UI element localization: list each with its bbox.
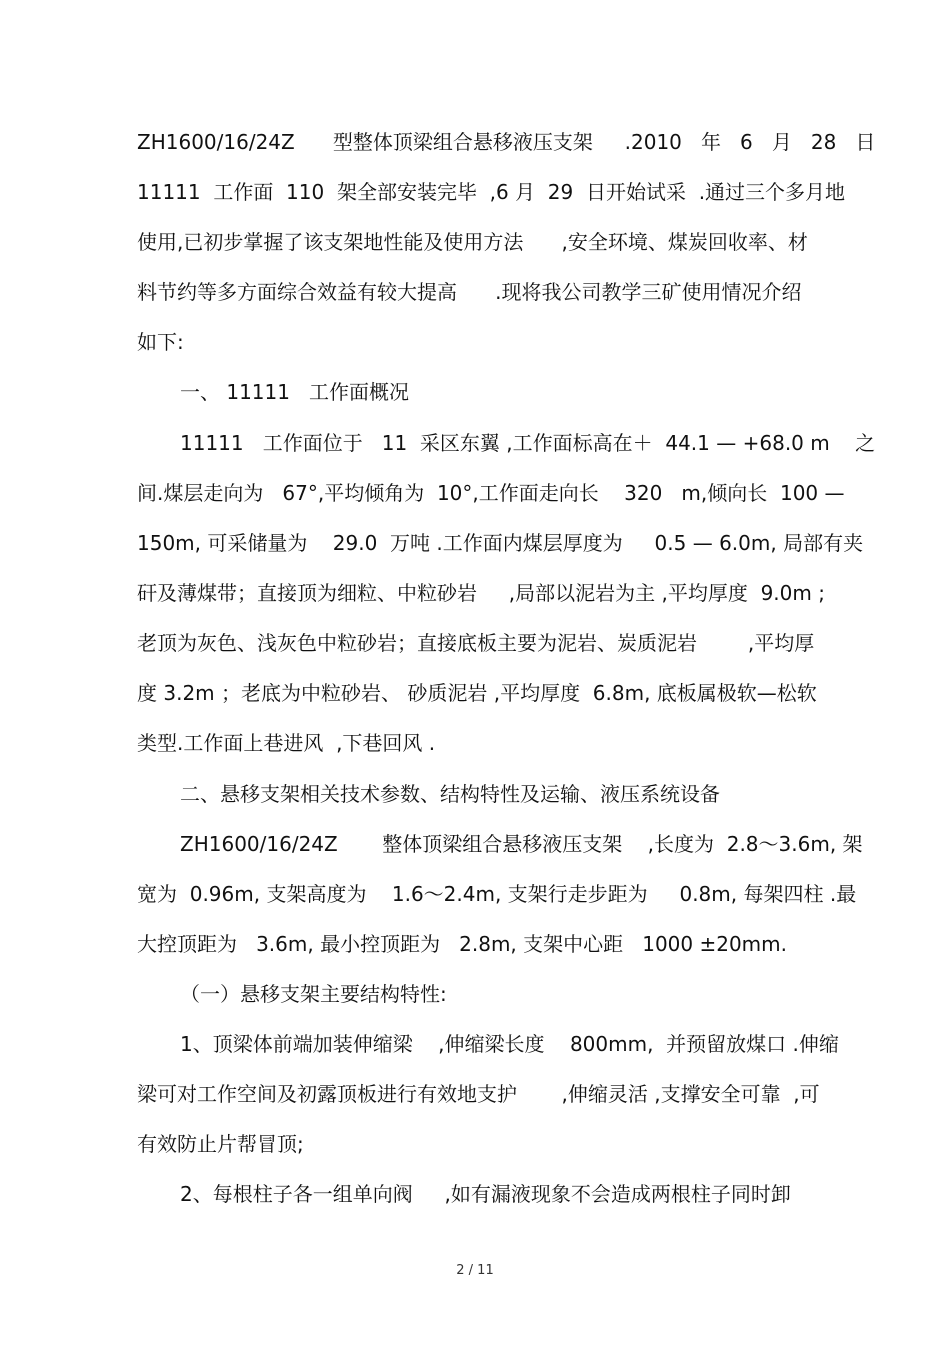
text-line: 如下: — [137, 330, 184, 354]
text-line: 梁可对工作空间及初露顶板进行有效地支护 ,伸缩灵活 ,支撑安全可靠 ,可 — [137, 1082, 820, 1106]
text-line: 宽为 0.96m, 支架高度为 1.6～2.4m, 支架行走步距为 0.8m, 每架四柱 .最 — [137, 882, 857, 906]
text-line: 矸及薄煤带；直接顶为细粒、中粒砂岩 ,局部以泥岩为主 ,平均厚度 9.0m ; — [137, 581, 825, 605]
page-number: 2 / 11 — [456, 1263, 494, 1278]
text-line: 间.煤层走向为 67°,平均倾角为 10°,工作面走向长 320 m,倾向长 100 — — [137, 481, 845, 505]
text-line: 料节约等多方面综合效益有较大提高 .现将我公司教学三矿使用情况介绍 — [137, 280, 802, 304]
text-line: 2、每根柱子各一组单向阀 ,如有漏液现象不会造成两根柱子同时卸 — [180, 1182, 791, 1206]
text-line: 150m, 可采储量为 29.0 万吨 .工作面内煤层厚度为 0.5 — 6.0m, 局部有夹 — [137, 531, 864, 555]
section-heading: 二、悬移支架相关技术参数、结构特性及运输、液压系统设备 — [180, 782, 720, 806]
subsection-heading: （一）悬移支架主要结构特性: — [180, 982, 447, 1006]
text-line: 类型.工作面上巷进风 ,下巷回风 . — [137, 731, 436, 755]
text-line: 使用,已初步掌握了该支架地性能及使用方法 ,安全环境、煤炭回收率、材 — [137, 230, 808, 254]
text-line: 11111 工作面位于 11 采区东翼 ,工作面标高在＋ 44.1 — +68.0 m 之 — [180, 431, 876, 455]
text-line: ZH1600/16/24Z 整体顶梁组合悬移液压支架 ,长度为 2.8～3.6m, 架 — [180, 832, 863, 856]
text-line: 11111 工作面 110 架全部安装完毕 ,6 月 29 日开始试采 .通过三个多月地 — [137, 180, 846, 204]
text-line: 度 3.2m ；老底为中粒砂岩、 砂质泥岩 ,平均厚度 6.8m, 底板属极软—松软 — [137, 681, 817, 705]
text-line: ZH1600/16/24Z 型整体顶梁组合悬移液压支架 .2010 年 6 月 28 日 — [137, 130, 876, 154]
section-heading: 一、 11111 工作面概况 — [180, 380, 410, 404]
text-line: 大控顶距为 3.6m, 最小控顶距为 2.8m, 支架中心距 1000 ±20mm. — [137, 932, 788, 956]
text-line: 有效防止片帮冒顶; — [137, 1132, 304, 1156]
text-line: 老顶为灰色、浅灰色中粒砂岩；直接底板主要为泥岩、炭质泥岩 ,平均厚 — [137, 631, 815, 655]
text-line: 1、顶梁体前端加装伸缩梁 ,伸缩梁长度 800mm, 并预留放煤口 .伸缩 — [180, 1032, 839, 1056]
